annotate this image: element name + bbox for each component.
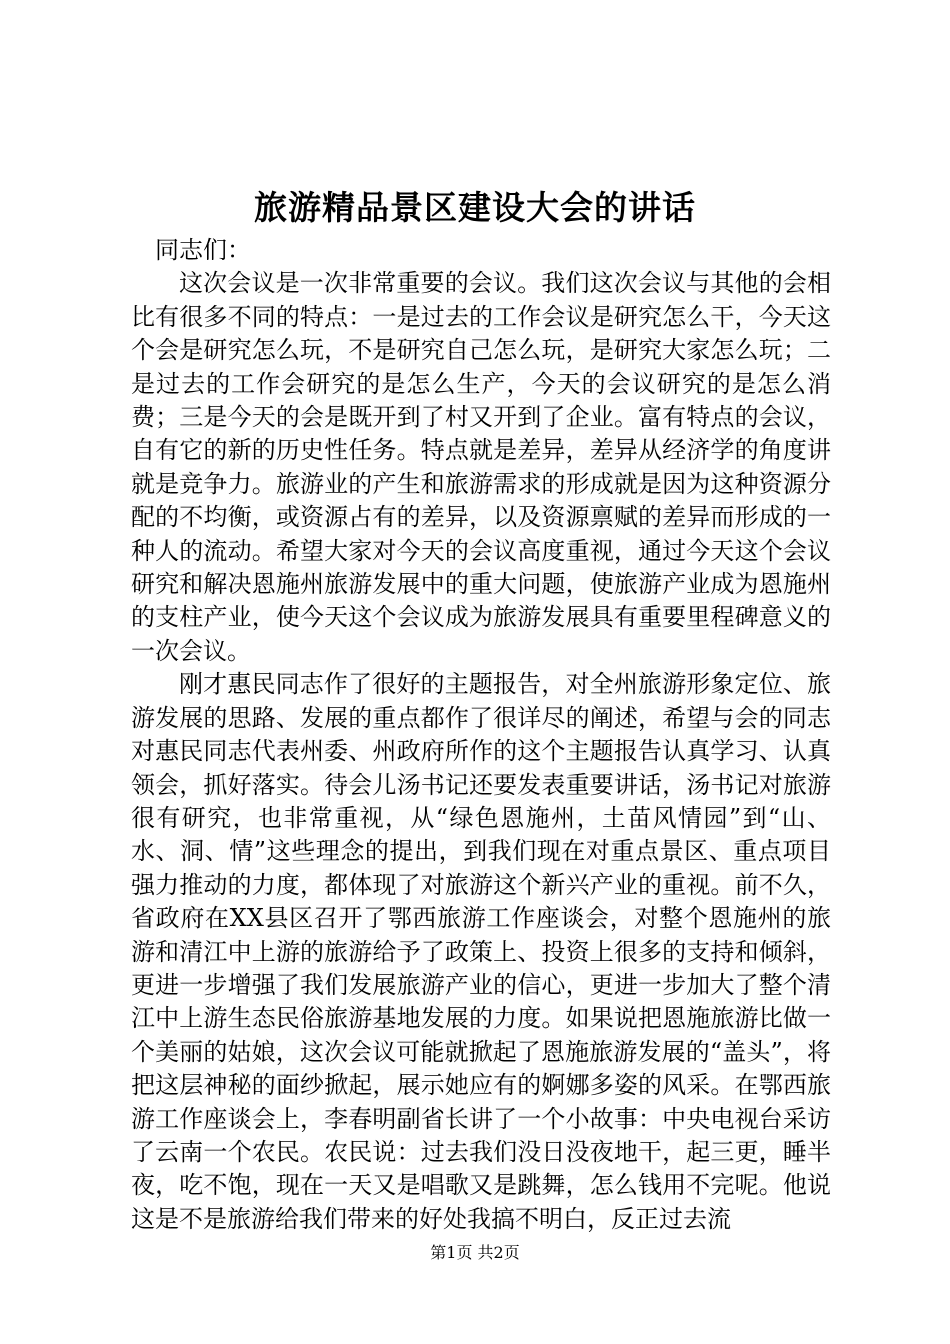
paragraph-1: 这次会议是一次非常重要的会议。我们这次会议与其他的会相比有很多不同的特点：一是过去的工作会议是研究怎么干，今天这个会是研究怎么玩，不是研究自己怎么玩，是研究大家怎么玩；二是过去的工作会研究的是怎么生产，今天的会议研究的是怎么消费；三是今天的会是既开到了村又开到了企业。富有特点的会议，自有它的新的历史性任务。特点就是差异，差异从经济学的角度讲就是竞争力。旅游业的产生和旅游需求的形成就是因为这种资源分配的不均衡，或资源占有的差异，以及资源禀赋的差异而形成的一种人的流动。希望大家对今天的会议高度重视，通过今天这个会议研究和解决恩施州旅游发展中的重大问题，使旅游产业成为恩施州的支柱产业，使今天这个会议成为旅游发展具有重要里程碑意义的一次会议。 — [131, 269, 831, 665]
document-title: 旅游精品景区建设大会的讲话 — [254, 188, 696, 227]
page-footer: 第1页 共2页 — [430, 1243, 520, 1262]
salutation: 同志们： — [155, 236, 251, 264]
document-body — [131, 234, 831, 1236]
paragraph-2: 刚才惠民同志作了很好的主题报告，对全州旅游形象定位、旅游发展的思路、发展的重点都作了很详尽的阐述，希望与会的同志对惠民同志代表州委、州政府所作的这个主题报告认真学习、认真领会，抓好落实。待会儿汤书记还要发表重要讲话，汤书记对旅游很有研究，也非常重视，从“绿色恩施州，土苗风情园”到“山、水、洞、情”这些理念的提出，到我们现在对重点景区、重点项目强力推动的力度，都体现了对旅游这个新兴产业的重视。前不久，省政府在XX县区召开了鄂西旅游工作座谈会，对整个恩施州的旅游和清江中上游的旅游给予了政策上、投资上很多的支持和倾斜，更进一步增强了我们发展旅游产业的信心，更进一步加大了整个清江中上游生态民俗旅游基地发展的力度。如果说把恩施旅游比做一个美丽的姑娘，这次会议可能就掀起了恩施旅游发展的“盖头”，将把这层神秘的面纱掀起，展示她应有的婀娜多姿的风采。在鄂西旅游工作座谈会上，李春明副省长讲了一个小故事：中央电视台采访了云南一个农民。农民说：过去我们没日没夜地干，起三更，睡半夜，吃不饱，现在一天又是唱歌又是跳舞，怎么钱用不完呢。他说这是不是旅游给我们带来的好处我搞不明白，反正过去流 — [131, 670, 831, 1233]
